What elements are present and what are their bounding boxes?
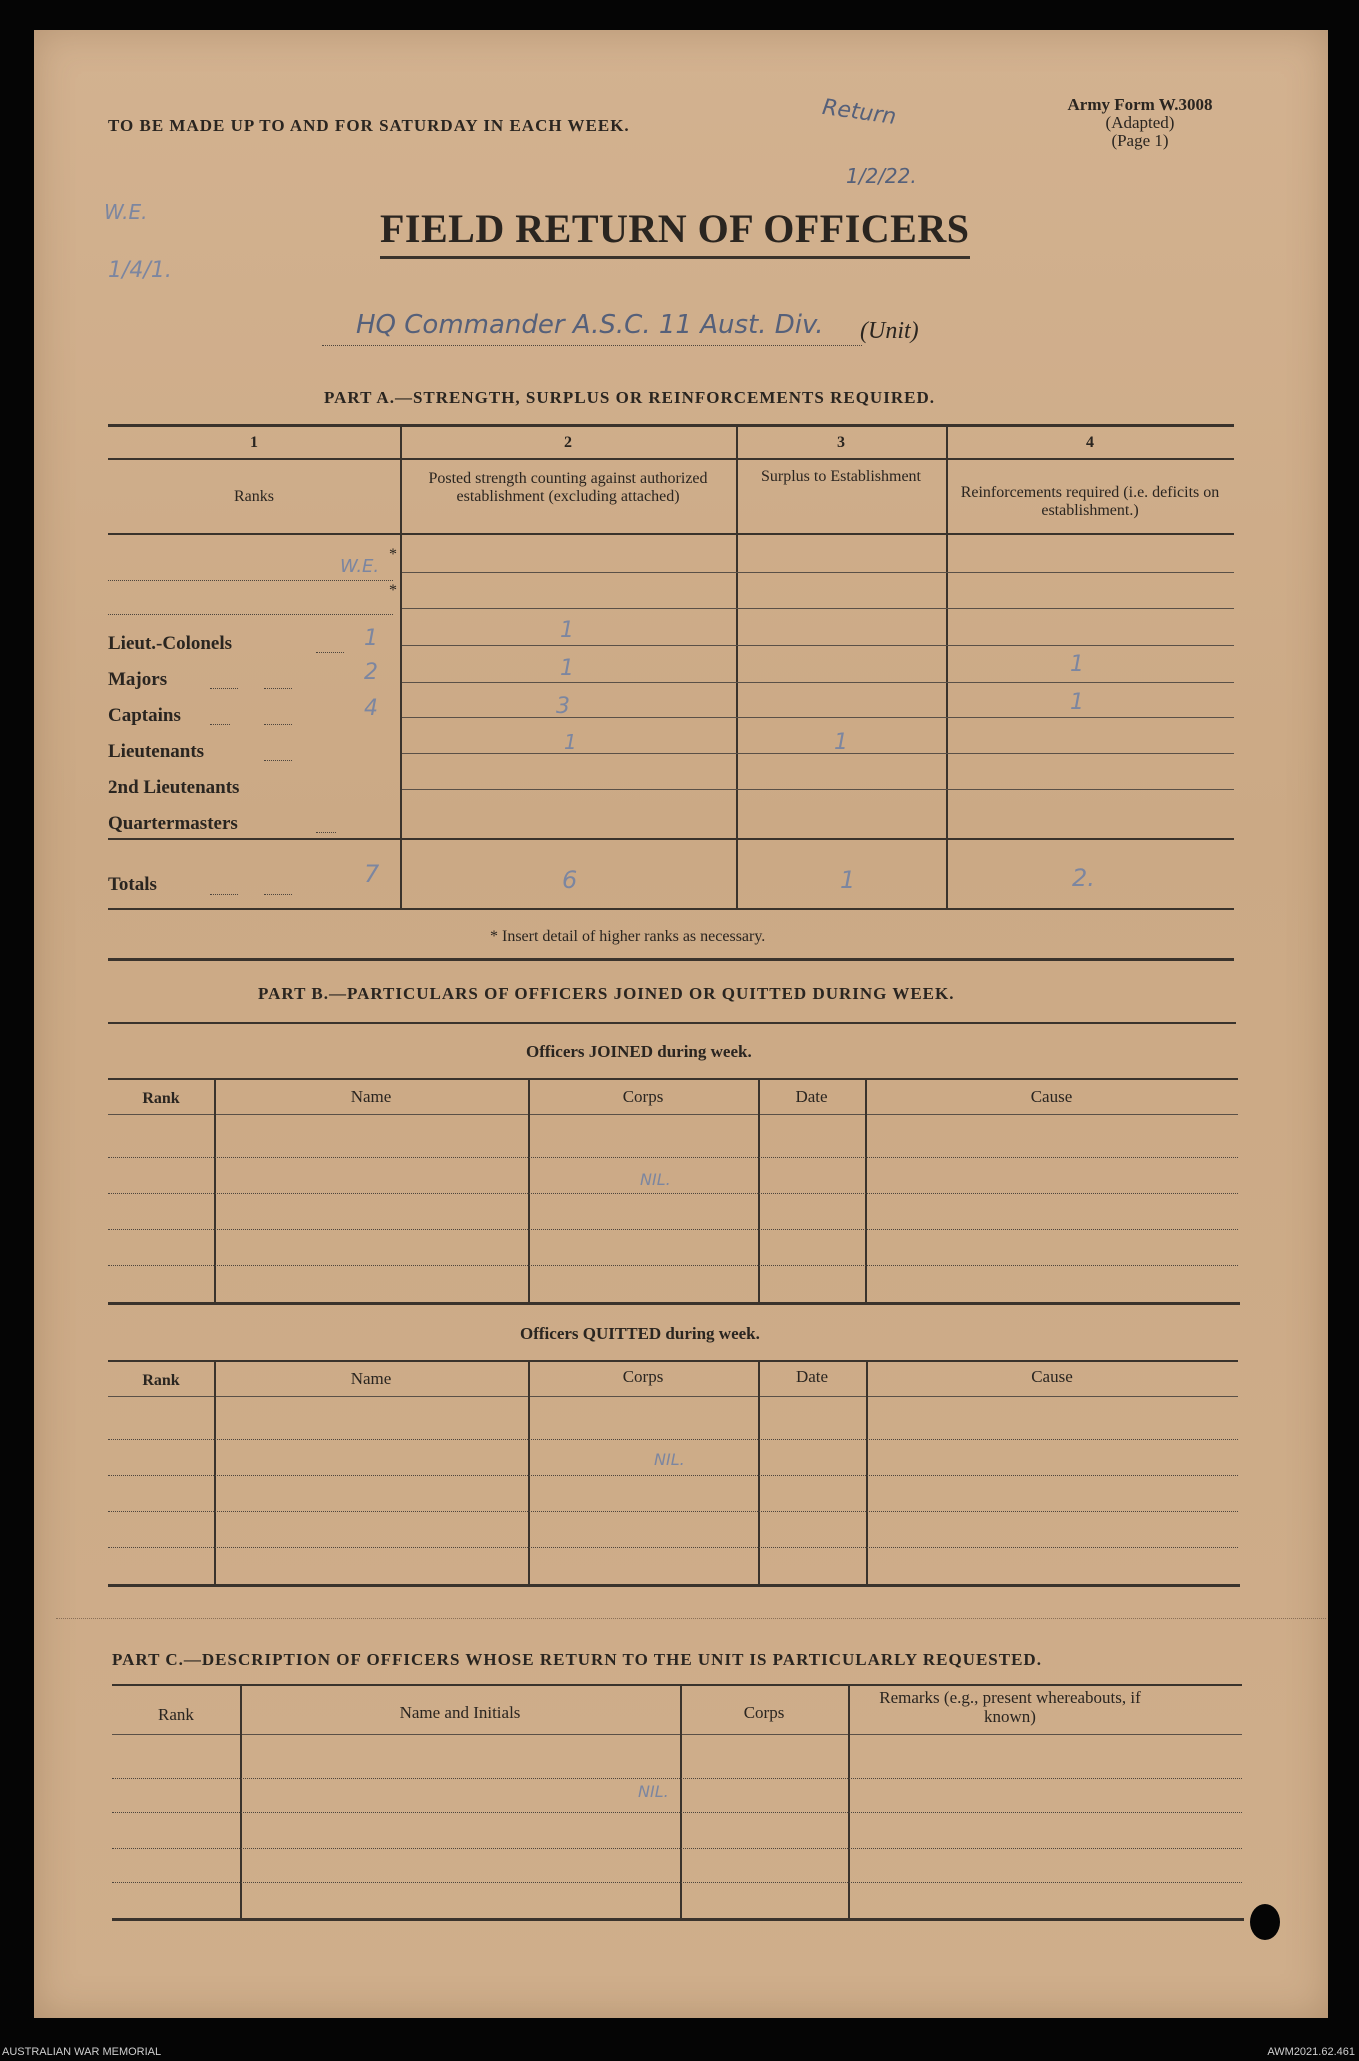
punch-hole [1250, 1904, 1280, 1940]
posted-value: 1 [560, 656, 574, 681]
table-top-rule [112, 1684, 1242, 1686]
totals-reinf: 2. [1072, 864, 1095, 892]
fold-line [56, 1618, 1326, 1619]
table-top-rule [108, 1078, 1238, 1080]
entry-line [108, 1193, 1238, 1194]
quitted-title: Officers QUITTED during week. [520, 1324, 760, 1343]
table-header-rule [108, 1114, 1238, 1115]
higher-rank-line-2 [108, 614, 393, 615]
leader-dots [264, 724, 292, 725]
leader-dots [316, 652, 344, 653]
entry-line [108, 1439, 1238, 1440]
table-bottom-rule [112, 1918, 1244, 1921]
form-page: (Page 1) [1111, 131, 1169, 150]
table-bottom-rule [108, 1302, 1240, 1305]
entry-line [108, 1157, 1238, 1158]
table-header-rule [108, 1396, 1238, 1397]
part-a-col-divider-1 [400, 426, 402, 908]
leader-dots [264, 688, 292, 689]
entry-line [108, 1511, 1238, 1512]
totals-posted: 6 [562, 866, 578, 894]
col-corps: Corps [622, 1367, 664, 1386]
col-rank: Rank [142, 1372, 180, 1389]
col-divider [758, 1362, 760, 1586]
leader-dots [210, 724, 230, 725]
we-value: 2 [364, 660, 378, 685]
col-divider [848, 1686, 850, 1920]
entry-line [112, 1778, 1242, 1779]
unit-dotted-line [322, 345, 862, 346]
col-header-reinforcements: Reinforcements required (i.e. deficits on establishment.) [960, 484, 1220, 519]
surplus-value: 1 [834, 730, 848, 755]
row-line [402, 608, 1234, 609]
totals-surplus: 1 [840, 866, 856, 894]
part-a-top-rule [108, 424, 1234, 427]
rank-label: Lieut.-Colonels [108, 633, 233, 654]
table-header-rule [112, 1734, 1242, 1735]
title-underline [380, 256, 970, 259]
totals-top-rule [108, 838, 1234, 840]
leader-dots [316, 832, 336, 833]
rank-label: 2nd Lieutenants [108, 777, 240, 798]
col-divider [866, 1362, 868, 1586]
reinf-value: 1 [1070, 652, 1084, 677]
date-annotation: 1/2/22. [846, 164, 917, 188]
col-name: Name [350, 1087, 392, 1106]
we-mark: W.E. [340, 556, 380, 577]
part-a-title: PART A.—STRENGTH, SURPLUS OR REINFORCEMENTS REQUIRED. [324, 388, 935, 407]
form-id: Army Form W.3008 [1067, 95, 1213, 114]
posted-value: 3 [556, 694, 570, 719]
part-b-title: PART B.—PARTICULARS OF OFFICERS JOINED OR QUITTED DURING WEEK. [258, 984, 955, 1003]
we-value: 1 [364, 626, 378, 651]
leader-dots [264, 760, 292, 761]
col-divider [214, 1362, 216, 1586]
rank-label: Captains [108, 705, 181, 726]
part-c-entry: NIL. [638, 1782, 669, 1801]
part-a-footnote: * Insert detail of higher ranks as necessary. [490, 928, 766, 945]
col-divider [528, 1362, 530, 1586]
row-line [402, 717, 1234, 718]
leader-dots [210, 894, 238, 895]
rank-label: Majors [108, 669, 168, 690]
col-cause: Cause [1031, 1367, 1073, 1386]
page-title: FIELD RETURN OF OFFICERS [380, 206, 970, 251]
row-line [402, 572, 1234, 573]
entry-line [108, 1265, 1238, 1266]
footer-left: AUSTRALIAN WAR MEMORIAL [2, 2046, 162, 2058]
col-date: Date [795, 1367, 829, 1386]
part-a-header-rule [108, 533, 1234, 535]
we-value: 4 [364, 696, 378, 721]
col-remarks: Remarks (e.g., present whereabouts, if known) [879, 1688, 1141, 1726]
table-top-rule [108, 1360, 1238, 1362]
reinf-value: 1 [1070, 690, 1084, 715]
totals-label: Totals [108, 874, 157, 895]
col-number-1: 1 [250, 434, 258, 451]
col-header-surplus: Surplus to Establishment [761, 468, 921, 485]
col-divider [214, 1080, 216, 1304]
totals-bottom-rule [108, 908, 1234, 910]
col-name-initials: Name and Initials [399, 1703, 521, 1722]
row-line [402, 682, 1234, 683]
col-name: Name [350, 1369, 392, 1388]
part-b-top-rule [108, 1022, 1236, 1024]
col-number-2: 2 [564, 434, 572, 451]
part-a-number-rule [108, 458, 1234, 460]
part-a-col-divider-2 [736, 426, 738, 908]
totals-we: 7 [364, 860, 380, 888]
col-corps: Corps [743, 1703, 785, 1722]
entry-line [108, 1475, 1238, 1476]
joined-entry: NIL. [640, 1170, 671, 1189]
instruction-text: TO BE MADE UP TO AND FOR SATURDAY IN EACH WEEK. [108, 116, 630, 135]
we-annotation: W.E. [104, 200, 148, 224]
entry-line [112, 1812, 1242, 1813]
rank-label: Lieutenants [108, 741, 205, 762]
table-bottom-rule [108, 1584, 1240, 1587]
col-rank: Rank [158, 1705, 194, 1724]
asterisk-1: * [389, 546, 397, 563]
col-number-4: 4 [1086, 434, 1094, 451]
col-date: Date [795, 1087, 828, 1106]
col-corps: Corps [622, 1087, 664, 1106]
unit-handwritten: HQ Commander A.S.C. 11 Aust. Div. [356, 310, 824, 340]
entry-line [108, 1547, 1238, 1548]
unit-label: (Unit) [860, 318, 919, 344]
col-rank: Rank [142, 1090, 180, 1107]
col-header-ranks: Ranks [234, 488, 274, 505]
col-divider [528, 1080, 530, 1304]
row-line [402, 753, 1234, 754]
part-a-end-rule [108, 958, 1234, 961]
part-c-title: PART C.—DESCRIPTION OF OFFICERS WHOSE RETURN TO THE UNIT IS PARTICULARLY REQUESTED. [112, 1650, 1042, 1669]
quitted-entry: NIL. [654, 1450, 685, 1469]
return-annotation: Return [820, 94, 898, 131]
leader-dots [210, 688, 238, 689]
form-id-block [1040, 96, 1240, 150]
col-divider [758, 1080, 760, 1304]
col-cause: Cause [1030, 1087, 1073, 1106]
col-divider [865, 1080, 867, 1304]
form-adapted: (Adapted) [1105, 113, 1175, 132]
we-ref-annotation: 1/4/1. [108, 258, 172, 283]
asterisk-2: * [389, 582, 397, 599]
rank-label: Quartermasters [108, 813, 238, 834]
higher-rank-line-1 [108, 580, 393, 581]
entry-line [112, 1848, 1242, 1849]
joined-title: Officers JOINED during week. [526, 1042, 752, 1061]
col-header-posted: Posted strength counting against authorized establishment (excluding attached) [428, 470, 708, 505]
entry-line [112, 1882, 1242, 1883]
posted-value: 1 [560, 618, 574, 643]
row-line [402, 789, 1234, 790]
footer-right: AWM2021.62.461 [1267, 2046, 1355, 2058]
row-line [402, 645, 1234, 646]
col-number-3: 3 [837, 434, 845, 451]
leader-dots [264, 894, 292, 895]
posted-value: 1 [564, 730, 577, 754]
entry-line [108, 1229, 1238, 1230]
part-a-col-divider-3 [946, 426, 948, 908]
